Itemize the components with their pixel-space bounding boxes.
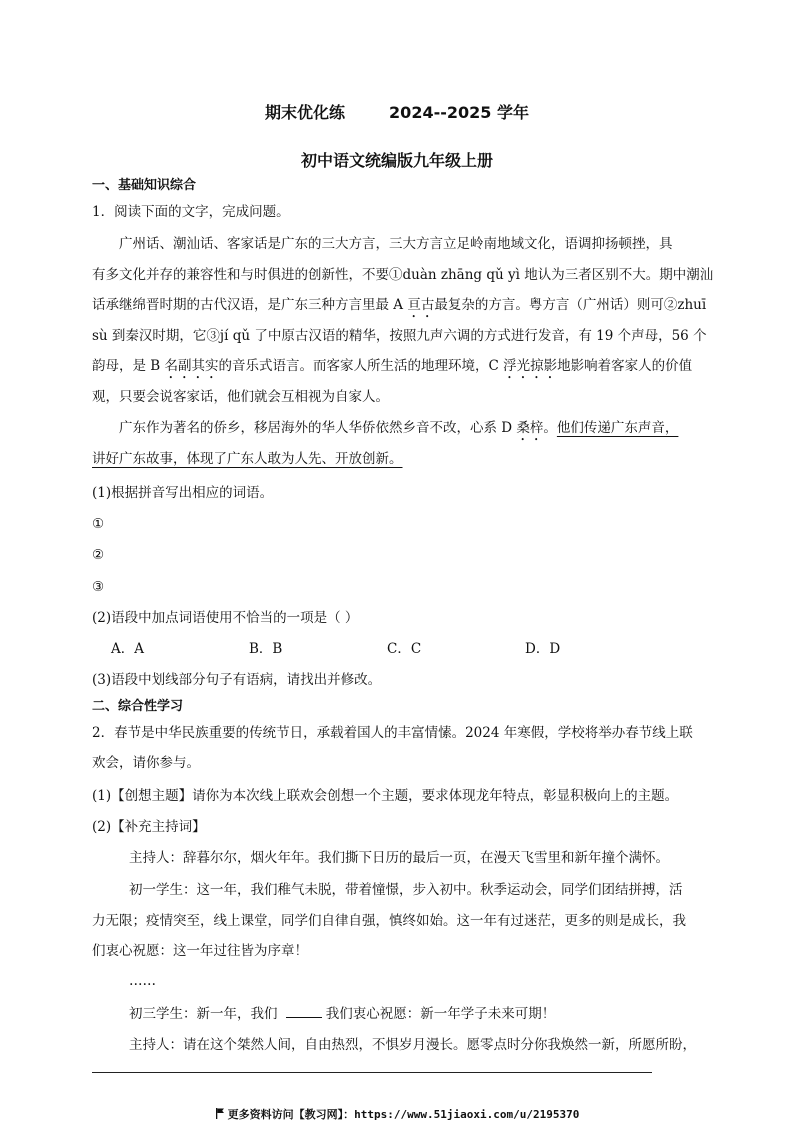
dotted-word-b: 名副其实: [164, 358, 219, 374]
title-exam-name: 期末优化练: [265, 103, 346, 122]
fill-in-blank: [286, 1005, 322, 1018]
underlined-sentence: 他们传递广东声音，: [556, 420, 679, 436]
passage-1-line-5: [92, 356, 712, 382]
host-line-2: 主持人：请在这个桀然人间，自由热烈，不惧岁月漫长。愿零点时分你我焕然一新，所愿所盼，: [129, 1037, 696, 1053]
passage-1-line-6: 观，只要会说客家话，他们就会互相视为自家人。: [92, 389, 389, 405]
passage-1-line-3: [92, 295, 712, 321]
passage-text: 我们衷心祝愿：新一年学子未来可期！: [325, 1006, 556, 1022]
dotted-word-d: 桑梓: [516, 420, 544, 436]
grade7-line-2: 力无限；疫情突至，线上课堂，同学们自律自强，慎终如始。这一年有过迷茫，更多的则是成长，我: [92, 913, 686, 929]
passage-2-line-2: [92, 449, 712, 469]
option-c: C．C: [387, 641, 422, 657]
question-1-stem: 1．阅读下面的文字，完成问题。: [92, 204, 290, 220]
section-2-heading: 二、综合性学习: [92, 699, 184, 714]
passage-text: 韵母，是 B: [92, 358, 165, 374]
option-d: D．D: [525, 641, 561, 657]
title-school-year: 2024--2025 学年: [389, 103, 529, 122]
option-a: A．A: [111, 641, 144, 657]
dotted-word-a: 亘古: [407, 297, 435, 313]
dotted-word-c: 浮光掠影: [503, 358, 558, 374]
option-b: B．B: [249, 641, 283, 657]
sub-question-2: (2)语段中加点词语使用不恰当的一项是（ ）: [92, 610, 359, 626]
ellipsis: ……: [129, 973, 156, 989]
footer-link[interactable]: [0, 1106, 794, 1122]
title-line-1: [0, 100, 794, 123]
sub-question-3: (3)语段中划线部分句子有语病，请找出并修改。: [92, 672, 382, 688]
passage-2-line-1: [119, 418, 739, 444]
sub-question-1: (1)根据拼音写出相应的词语。: [92, 485, 274, 501]
passage-text: 广东作为著名的侨乡，移居海外的华人华侨依然乡音不改，心系 D: [119, 420, 517, 436]
section-1-heading: 一、基础知识综合: [92, 178, 197, 193]
passage-1-line-2: 有多文化并存的兼容性和与时俱进的创新性，不要①duàn zhāng qǔ yì 地认为三者区别不大。期中潮汕: [92, 267, 714, 283]
passage-text: 。: [543, 420, 557, 436]
passage-text: 初三学生：新一年，我们: [129, 1006, 282, 1022]
answer-circle-1: ①: [92, 516, 105, 532]
answer-circle-2: ②: [92, 547, 105, 563]
underlined-sentence: 讲好广东故事，体现了广东人敢为人先、开放创新。: [92, 451, 403, 467]
passage-text: 话承继绵晋时期的古代汉语，是广东三种方言里最 A: [92, 297, 408, 313]
host-line-1: 主持人：辞暮尔尔，烟火年年。我们撕下日历的最后一页，在漫天飞雪里和新年撞个满怀。: [129, 850, 669, 866]
answer-circle-3: ③: [92, 579, 105, 595]
grade7-line-3: 们衷心祝愿：这一年过往皆为序章！: [92, 943, 308, 959]
passage-1-line-4: sù 到秦汉时期，它③jí qǔ 了中原古汉语的精华，按照九声六调的方式进行发音，有 19 个声母，56 个: [92, 328, 707, 344]
question-2-line-2: 欢会，请你参与。: [92, 755, 200, 771]
flag-icon: [215, 1108, 225, 1119]
passage-text: 的音乐式语言。而客家人所生活的地理环境，C: [218, 358, 504, 374]
choice-options: [111, 639, 731, 659]
passage-text: 地影响着客家人的价值: [557, 358, 693, 374]
grade9-line: [129, 1004, 749, 1024]
question-2-sub-1: (1)【创想主题】请你为本次线上联欢会创想一个主题，要求体现龙年特点，彰显积极向上的主题。: [92, 788, 679, 804]
question-2-line-1: 2．春节是中华民族重要的传统节日，承载着国人的丰富情愫。2024 年寒假，学校将举办春节线上联: [92, 725, 693, 741]
passage-text: 最复杂的方言。粤方言（广州话）则可②zhuī: [434, 297, 707, 313]
passage-1-line-1: 广州话、潮汕话、客家话是广东的三大方言，三大方言立足岭南地域文化，语调抑扬顿挫，具: [119, 236, 673, 252]
footer-rule: [92, 1072, 652, 1073]
title-line-2: 初中语文统编版九年级上册: [300, 151, 493, 170]
footer-text: 更多资料访问【教习网】：https://www.51jiaoxi.com/u/2195370: [227, 1108, 580, 1121]
grade7-line-1: 初一学生：这一年，我们稚气未脱，带着憧憬，步入初中。秋季运动会，同学们团结拼搏，活: [129, 882, 683, 898]
question-2-sub-2: (2)【补充主持词】: [92, 819, 206, 835]
